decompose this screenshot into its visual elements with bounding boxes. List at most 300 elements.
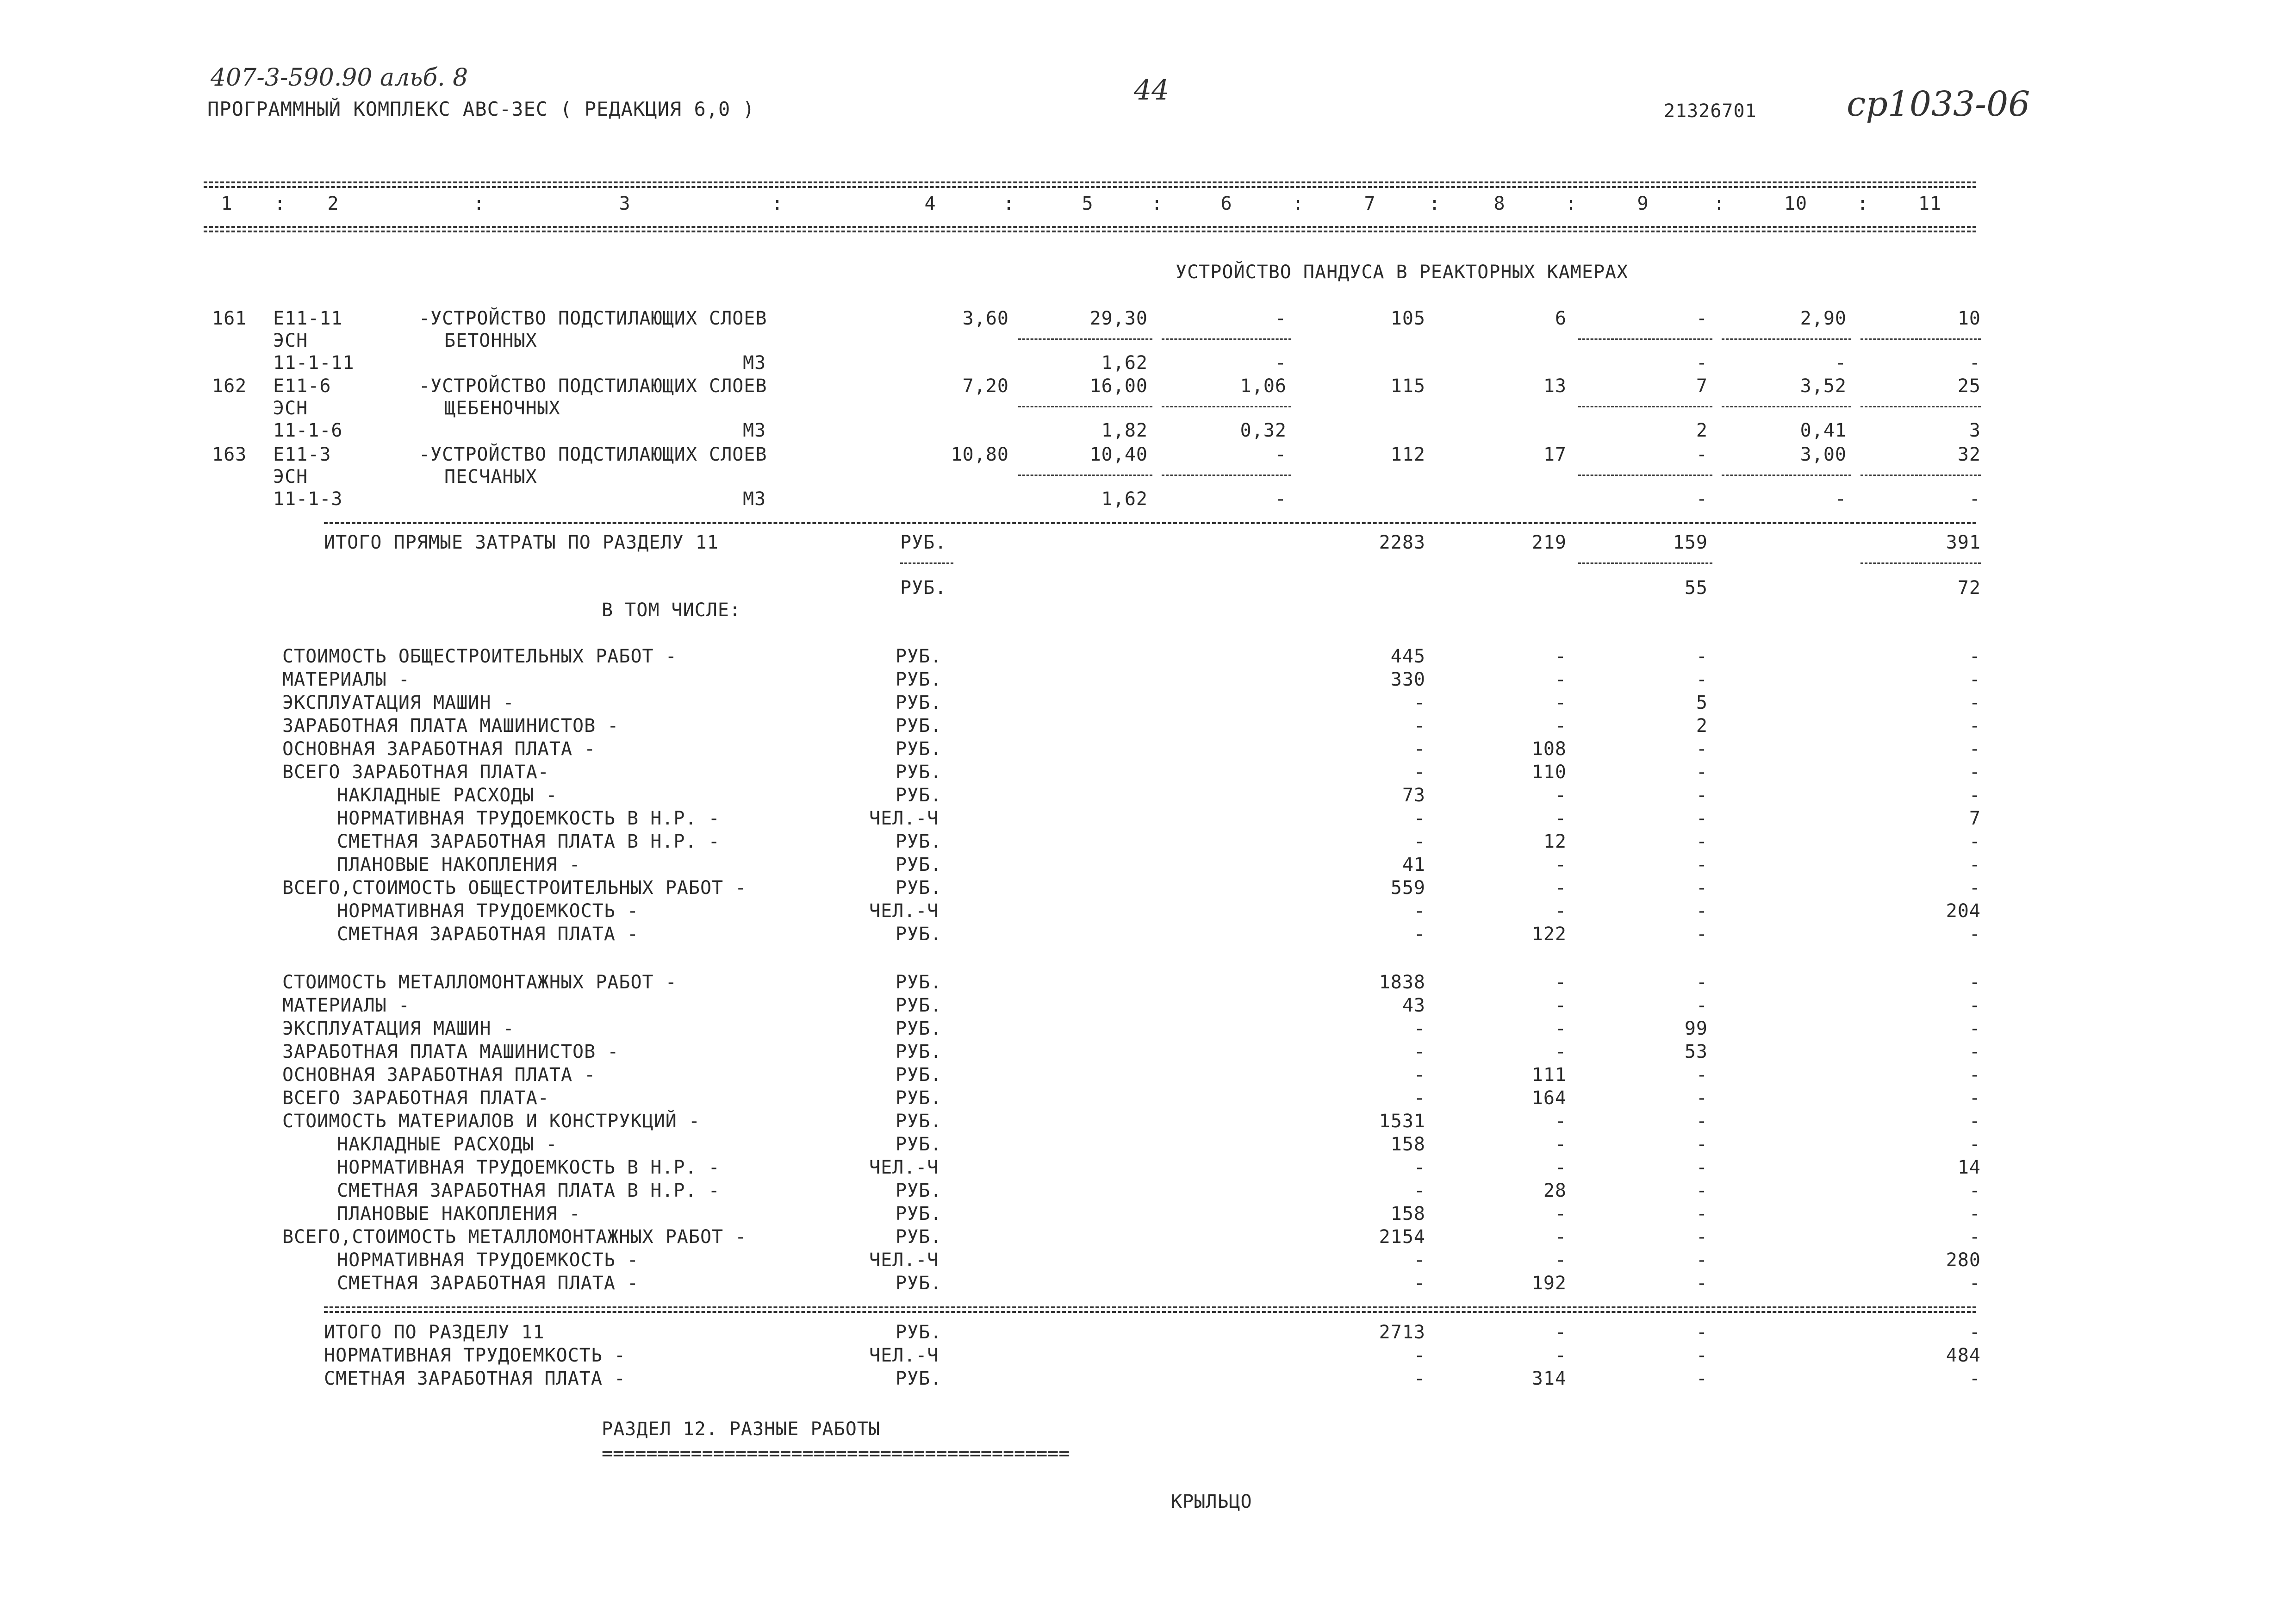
breakdown-labor: - [1969, 854, 1981, 875]
breakdown-unit: РУБ. [896, 972, 942, 993]
breakdown-unit: ЧЕЛ.-Ч [869, 1249, 939, 1271]
item-machine-price-wage: 0,32 [1240, 420, 1287, 441]
item-machine-wage: - [1696, 352, 1708, 374]
breakdown-machine: - [1696, 995, 1708, 1016]
breakdown-label: ОСНОВНАЯ ЗАРАБОТНАЯ ПЛАТА - [282, 738, 596, 760]
breakdown-machine: - [1696, 762, 1708, 783]
item-wage: 6 [1555, 308, 1567, 329]
breakdown-wage: - [1555, 1111, 1567, 1132]
breakdown-machine: - [1696, 1134, 1708, 1155]
column-separator: : [1713, 193, 1725, 214]
breakdown-machine: - [1696, 877, 1708, 899]
breakdown-label: НОРМАТИВНАЯ ТРУДОЕМКОСТЬ - [337, 1249, 639, 1271]
breakdown-labor: - [1969, 1226, 1981, 1248]
breakdown-total: - [1413, 831, 1425, 852]
item-wage: 17 [1543, 444, 1567, 465]
breakdown-machine: - [1696, 1064, 1708, 1086]
breakdown-unit: РУБ. [896, 924, 942, 945]
column-header-8: 8 [1493, 193, 1506, 214]
breakdown-total: - [1413, 1157, 1425, 1178]
item-unit: М3 [743, 352, 766, 374]
breakdown-labor: - [1969, 1273, 1981, 1294]
item-labor-total: 25 [1957, 375, 1981, 397]
section-total-cost: - [1413, 1368, 1425, 1389]
fraction-line [1860, 406, 1981, 407]
direct-total-labor-machine: 72 [1957, 577, 1981, 599]
breakdown-labor: - [1969, 669, 1981, 690]
breakdown-unit: РУБ. [896, 995, 942, 1016]
breakdown-wage: - [1555, 1041, 1567, 1062]
section-total-rule-2 [324, 1311, 1976, 1313]
item-subcode: 11-1-3 [273, 488, 343, 510]
column-header-10: 10 [1784, 193, 1808, 214]
breakdown-total: - [1413, 1273, 1425, 1294]
breakdown-label: НОРМАТИВНАЯ ТРУДОЕМКОСТЬ В Н.Р. - [337, 808, 720, 829]
item-labor-total-machine: 3 [1969, 420, 1981, 441]
breakdown-labor: - [1969, 715, 1981, 737]
breakdown-label: ПЛАНОВЫЕ НАКОПЛЕНИЯ - [337, 854, 581, 875]
breakdown-label: ВСЕГО,СТОИМОСТЬ МЕТАЛЛОМОНТАЖНЫХ РАБОТ - [282, 1226, 747, 1248]
column-separator: : [1429, 193, 1441, 214]
breakdown-unit: ЧЕЛ.-Ч [869, 900, 939, 922]
breakdown-labor: - [1969, 646, 1981, 667]
fraction-line [1722, 338, 1851, 340]
item-code: Е11-11 [273, 308, 343, 329]
breakdown-wage: - [1555, 1203, 1567, 1224]
item-labor-unit-machine: 0,41 [1800, 420, 1847, 441]
breakdown-labor: - [1969, 1134, 1981, 1155]
breakdown-label: СТОИМОСТЬ МЕТАЛЛОМОНТАЖНЫХ РАБОТ - [282, 972, 677, 993]
breakdown-label: ВСЕГО ЗАРАБОТНАЯ ПЛАТА- [282, 1087, 549, 1109]
breakdown-label: ЗАРАБОТНАЯ ПЛАТА МАШИНИСТОВ - [282, 1041, 619, 1062]
column-separator: : [1003, 193, 1015, 214]
section-total-machine: - [1696, 1322, 1708, 1343]
breakdown-label: СТОИМОСТЬ ОБЩЕСТРОИТЕЛЬНЫХ РАБОТ - [282, 646, 677, 667]
item-name-cont: ЩЕБЕНОЧНЫХ [444, 398, 560, 419]
breakdown-label: ВСЕГО,СТОИМОСТЬ ОБЩЕСТРОИТЕЛЬНЫХ РАБОТ - [282, 877, 747, 899]
next-section-underline: ========================================== [602, 1443, 1070, 1464]
items-bottom-rule [324, 522, 1976, 524]
item-quantity: 7,20 [962, 375, 1009, 397]
item-wage: 13 [1543, 375, 1567, 397]
section-total-label: НОРМАТИВНАЯ ТРУДОЕМКОСТЬ - [324, 1345, 626, 1366]
item-unit: М3 [743, 488, 766, 510]
fraction-line [1018, 475, 1152, 476]
breakdown-label: ЭКСПЛУАТАЦИЯ МАШИН - [282, 1018, 515, 1039]
breakdown-wage: - [1555, 1226, 1567, 1248]
breakdown-label: НОРМАТИВНАЯ ТРУДОЕМКОСТЬ В Н.Р. - [337, 1157, 720, 1178]
fraction-line [1162, 338, 1291, 340]
item-subcode: 11-1-11 [273, 352, 355, 374]
breakdown-label: НАКЛАДНЫЕ РАСХОДЫ - [337, 1134, 558, 1155]
breakdown-total: - [1413, 1064, 1425, 1086]
item-machine-cost: - [1696, 444, 1708, 465]
item-name: -УСТРОЙСТВО ПОДСТИЛАЮЩИХ СЛОЕВ [419, 444, 767, 465]
including-label: В ТОМ ЧИСЛЕ: [602, 600, 741, 621]
section-total-cost: - [1413, 1345, 1425, 1366]
breakdown-label: ВСЕГО ЗАРАБОТНАЯ ПЛАТА- [282, 762, 549, 783]
breakdown-labor: - [1969, 924, 1981, 945]
breakdown-machine: 99 [1684, 1018, 1708, 1039]
breakdown-machine: - [1696, 785, 1708, 806]
breakdown-labor: - [1969, 972, 1981, 993]
breakdown-labor: - [1969, 1203, 1981, 1224]
fraction-line [1162, 406, 1291, 407]
breakdown-total: 158 [1390, 1134, 1425, 1155]
section-total-unit: ЧЕЛ.-Ч [869, 1345, 939, 1366]
breakdown-wage: - [1555, 877, 1567, 899]
breakdown-labor: - [1969, 1111, 1981, 1132]
item-labor-total: 32 [1957, 444, 1981, 465]
breakdown-total: 73 [1402, 785, 1425, 806]
item-labor-total-machine: - [1969, 488, 1981, 510]
item-name-cont: БЕТОННЫХ [444, 330, 537, 351]
breakdown-unit: РУБ. [896, 692, 942, 713]
breakdown-wage: - [1555, 692, 1567, 713]
direct-total-labor: 391 [1946, 532, 1981, 553]
item-labor-unit: 3,00 [1800, 444, 1847, 465]
item-total-cost: 115 [1390, 375, 1425, 397]
breakdown-labor: 7 [1969, 808, 1981, 829]
breakdown-total: - [1413, 715, 1425, 737]
handwritten-stamp: ср1033-06 [1847, 84, 2030, 124]
fraction-line [1722, 475, 1851, 476]
breakdown-unit: РУБ. [896, 1273, 942, 1294]
item-machine-wage: 2 [1696, 420, 1708, 441]
column-separator: : [1857, 193, 1869, 214]
breakdown-unit: РУБ. [896, 646, 942, 667]
breakdown-unit: РУБ. [896, 1018, 942, 1039]
breakdown-machine: - [1696, 1273, 1708, 1294]
breakdown-total: 2154 [1379, 1226, 1425, 1248]
breakdown-label: СМЕТНАЯ ЗАРАБОТНАЯ ПЛАТА - [337, 924, 639, 945]
item-labor-unit: 2,90 [1800, 308, 1847, 329]
breakdown-labor: - [1969, 762, 1981, 783]
breakdown-total: 1531 [1379, 1111, 1425, 1132]
fraction-line [1018, 406, 1152, 407]
breakdown-total: - [1413, 808, 1425, 829]
item-norm-base: ЭСН [273, 330, 308, 351]
breakdown-wage: 192 [1531, 1273, 1567, 1294]
fraction-line [1860, 562, 1981, 564]
breakdown-label: МАТЕРИАЛЫ - [282, 669, 410, 690]
breakdown-label: НАКЛАДНЫЕ РАСХОДЫ - [337, 785, 558, 806]
item-labor-unit-machine: - [1835, 488, 1847, 510]
item-labor-unit-machine: - [1835, 352, 1847, 374]
item-machine-wage: - [1696, 488, 1708, 510]
fraction-line [1578, 338, 1712, 340]
item-unit-price: 16,00 [1089, 375, 1148, 397]
item-machine-price-wage: - [1275, 488, 1287, 510]
page-number: 44 [1134, 74, 1170, 106]
section-total-cost: 2713 [1379, 1322, 1425, 1343]
item-unit: М3 [743, 420, 766, 441]
breakdown-wage: - [1555, 669, 1567, 690]
breakdown-machine: - [1696, 854, 1708, 875]
breakdown-total: 41 [1402, 854, 1425, 875]
breakdown-label: ПЛАНОВЫЕ НАКОПЛЕНИЯ - [337, 1203, 581, 1224]
next-section-title: РАЗДЕЛ 12. РАЗНЫЕ РАБОТЫ [602, 1418, 880, 1440]
item-labor-unit: 3,52 [1800, 375, 1847, 397]
breakdown-total: - [1413, 1249, 1425, 1271]
item-norm-base: ЭСН [273, 466, 308, 487]
breakdown-labor: - [1969, 995, 1981, 1016]
breakdown-machine: - [1696, 1111, 1708, 1132]
item-number: 163 [212, 444, 247, 465]
column-header-4: 4 [924, 193, 936, 214]
breakdown-wage: 110 [1531, 762, 1567, 783]
breakdown-label: ЭКСПЛУАТАЦИЯ МАШИН - [282, 692, 515, 713]
fraction-line [900, 562, 953, 564]
breakdown-unit: РУБ. [896, 762, 942, 783]
breakdown-total: - [1413, 1087, 1425, 1109]
breakdown-labor: - [1969, 1041, 1981, 1062]
breakdown-unit: РУБ. [896, 738, 942, 760]
direct-total-unit: РУБ. [900, 532, 947, 553]
item-total-cost: 105 [1390, 308, 1425, 329]
breakdown-wage: - [1555, 900, 1567, 922]
breakdown-machine: 5 [1696, 692, 1708, 713]
breakdown-machine: - [1696, 1203, 1708, 1224]
breakdown-labor: 280 [1946, 1249, 1981, 1271]
fraction-line [1578, 475, 1712, 476]
breakdown-total: - [1413, 924, 1425, 945]
breakdown-wage: - [1555, 1249, 1567, 1271]
breakdown-labor: 204 [1946, 900, 1981, 922]
column-separator: : [1565, 193, 1577, 214]
header-rule-top-2 [204, 186, 1976, 188]
breakdown-wage: - [1555, 808, 1567, 829]
header-rule-bottom-1 [204, 226, 1976, 228]
breakdown-unit: РУБ. [896, 669, 942, 690]
breakdown-machine: - [1696, 669, 1708, 690]
item-subcode: 11-1-6 [273, 420, 343, 441]
item-code: Е11-3 [273, 444, 331, 465]
breakdown-wage: - [1555, 972, 1567, 993]
direct-total-machine-wage: 55 [1684, 577, 1708, 599]
fraction-line [1018, 338, 1152, 340]
breakdown-wage: 28 [1543, 1180, 1567, 1201]
breakdown-total: - [1413, 1018, 1425, 1039]
breakdown-machine: - [1696, 1180, 1708, 1201]
fraction-line [1578, 406, 1712, 407]
breakdown-wage: - [1555, 995, 1567, 1016]
item-unit-price: 29,30 [1089, 308, 1148, 329]
breakdown-total: 158 [1390, 1203, 1425, 1224]
section-total-wage: - [1555, 1345, 1567, 1366]
breakdown-unit: РУБ. [896, 1226, 942, 1248]
section-total-wage: - [1555, 1322, 1567, 1343]
next-section-subtitle: КРЫЛЬЦО [1171, 1491, 1252, 1512]
fraction-line [1722, 406, 1851, 407]
section-total-labor: - [1969, 1322, 1981, 1343]
column-separator: : [1151, 193, 1163, 214]
breakdown-total: - [1413, 762, 1425, 783]
breakdown-wage: - [1555, 715, 1567, 737]
breakdown-unit: РУБ. [896, 785, 942, 806]
fraction-line [1860, 338, 1981, 340]
breakdown-wage: - [1555, 854, 1567, 875]
item-total-cost: 112 [1390, 444, 1425, 465]
item-name-cont: ПЕСЧАНЫХ [444, 466, 537, 487]
breakdown-total: - [1413, 692, 1425, 713]
breakdown-label: МАТЕРИАЛЫ - [282, 995, 410, 1016]
breakdown-wage: - [1555, 1018, 1567, 1039]
breakdown-machine: - [1696, 900, 1708, 922]
breakdown-machine: - [1696, 924, 1708, 945]
breakdown-label: СМЕТНАЯ ЗАРАБОТНАЯ ПЛАТА В Н.Р. - [337, 1180, 720, 1201]
section-total-wage: 314 [1531, 1368, 1567, 1389]
album-number: 407-3-590.90 альб. 8 [211, 64, 468, 92]
direct-total-label: ИТОГО ПРЯМЫЕ ЗАТРАТЫ ПО РАЗДЕЛУ 11 [324, 532, 719, 553]
breakdown-unit: ЧЕЛ.-Ч [869, 1157, 939, 1178]
breakdown-labor: - [1969, 1180, 1981, 1201]
section-total-unit: РУБ. [896, 1368, 942, 1389]
breakdown-machine: - [1696, 808, 1708, 829]
section-total-machine: - [1696, 1345, 1708, 1366]
item-unit-price-wage: 1,82 [1101, 420, 1148, 441]
item-norm-base: ЭСН [273, 398, 308, 419]
item-code: Е11-6 [273, 375, 331, 397]
breakdown-unit: РУБ. [896, 715, 942, 737]
item-number: 161 [212, 308, 247, 329]
breakdown-wage: 108 [1531, 738, 1567, 760]
breakdown-unit: РУБ. [896, 1180, 942, 1201]
breakdown-label: ЗАРАБОТНАЯ ПЛАТА МАШИНИСТОВ - [282, 715, 619, 737]
breakdown-machine: - [1696, 1226, 1708, 1248]
direct-total-wage: 219 [1531, 532, 1567, 553]
breakdown-wage: - [1555, 785, 1567, 806]
breakdown-labor: 14 [1957, 1157, 1981, 1178]
breakdown-total: - [1413, 1180, 1425, 1201]
breakdown-unit: РУБ. [896, 1111, 942, 1132]
breakdown-labor: - [1969, 692, 1981, 713]
section-total-labor: - [1969, 1368, 1981, 1389]
item-machine-price-wage: - [1275, 352, 1287, 374]
breakdown-labor: - [1969, 877, 1981, 899]
breakdown-total: - [1413, 900, 1425, 922]
column-header-1: 1 [221, 193, 233, 214]
fraction-line [1162, 475, 1291, 476]
item-name: -УСТРОЙСТВО ПОДСТИЛАЮЩИХ СЛОЕВ [419, 308, 767, 329]
breakdown-wage: 122 [1531, 924, 1567, 945]
breakdown-label: ОСНОВНАЯ ЗАРАБОТНАЯ ПЛАТА - [282, 1064, 596, 1086]
breakdown-machine: - [1696, 1087, 1708, 1109]
item-machine-price: - [1275, 444, 1287, 465]
breakdown-unit: РУБ. [896, 1041, 942, 1062]
breakdown-unit: РУБ. [896, 877, 942, 899]
direct-total-unit-2: РУБ. [900, 577, 947, 599]
item-machine-cost: - [1696, 308, 1708, 329]
breakdown-unit: РУБ. [896, 1064, 942, 1086]
item-name: -УСТРОЙСТВО ПОДСТИЛАЮЩИХ СЛОЕВ [419, 375, 767, 397]
item-unit-price-wage: 1,62 [1101, 488, 1148, 510]
item-machine-cost: 7 [1696, 375, 1708, 397]
item-number: 162 [212, 375, 247, 397]
breakdown-wage: 111 [1531, 1064, 1567, 1086]
column-header-6: 6 [1220, 193, 1232, 214]
breakdown-total: 1838 [1379, 972, 1425, 993]
breakdown-unit: РУБ. [896, 1134, 942, 1155]
breakdown-labor: - [1969, 1087, 1981, 1109]
column-header-7: 7 [1364, 193, 1376, 214]
breakdown-labor: - [1969, 1064, 1981, 1086]
item-quantity: 10,80 [951, 444, 1009, 465]
breakdown-wage: - [1555, 1157, 1567, 1178]
breakdown-machine: 2 [1696, 715, 1708, 737]
header-rule-bottom-2 [204, 231, 1976, 232]
breakdown-total: - [1413, 1041, 1425, 1062]
section-total-labor: 484 [1946, 1345, 1981, 1366]
breakdown-wage: - [1555, 646, 1567, 667]
item-machine-price: 1,06 [1240, 375, 1287, 397]
breakdown-label: НОРМАТИВНАЯ ТРУДОЕМКОСТЬ - [337, 900, 639, 922]
item-unit-price: 10,40 [1089, 444, 1148, 465]
item-quantity: 3,60 [962, 308, 1009, 329]
item-labor-total-machine: - [1969, 352, 1981, 374]
breakdown-total: 43 [1402, 995, 1425, 1016]
section-total-machine: - [1696, 1368, 1708, 1389]
column-header-2: 2 [327, 193, 339, 214]
fraction-line [1578, 562, 1712, 564]
section-total-unit: РУБ. [896, 1322, 942, 1343]
item-machine-price: - [1275, 308, 1287, 329]
breakdown-machine: - [1696, 972, 1708, 993]
section-total-label: ИТОГО ПО РАЗДЕЛУ 11 [324, 1322, 545, 1343]
breakdown-label: СТОИМОСТЬ МАТЕРИАЛОВ И КОНСТРУКЦИЙ - [282, 1111, 700, 1132]
direct-total-cost: 2283 [1379, 532, 1425, 553]
breakdown-labor: - [1969, 1018, 1981, 1039]
section-total-label: СМЕТНАЯ ЗАРАБОТНАЯ ПЛАТА - [324, 1368, 626, 1389]
column-separator: : [274, 193, 286, 214]
document-code: 21326701 [1664, 100, 1757, 122]
item-unit-price-wage: 1,62 [1101, 352, 1148, 374]
breakdown-machine: - [1696, 1249, 1708, 1271]
breakdown-total: - [1413, 738, 1425, 760]
breakdown-machine: 53 [1684, 1041, 1708, 1062]
breakdown-machine: - [1696, 738, 1708, 760]
breakdown-wage: 12 [1543, 831, 1567, 852]
section-total-rule-1 [324, 1306, 1976, 1308]
breakdown-unit: ЧЕЛ.-Ч [869, 808, 939, 829]
column-header-3: 3 [619, 193, 631, 214]
breakdown-total: 330 [1390, 669, 1425, 690]
breakdown-total: 445 [1390, 646, 1425, 667]
header-rule-top-1 [204, 181, 1976, 183]
item-labor-total: 10 [1957, 308, 1981, 329]
breakdown-labor: - [1969, 831, 1981, 852]
breakdown-label: СМЕТНАЯ ЗАРАБОТНАЯ ПЛАТА - [337, 1273, 639, 1294]
breakdown-label: СМЕТНАЯ ЗАРАБОТНАЯ ПЛАТА В Н.Р. - [337, 831, 720, 852]
fraction-line [1860, 475, 1981, 476]
direct-total-machine: 159 [1673, 532, 1708, 553]
breakdown-unit: РУБ. [896, 831, 942, 852]
breakdown-labor: - [1969, 785, 1981, 806]
column-separator: : [772, 193, 784, 214]
breakdown-wage: - [1555, 1134, 1567, 1155]
column-header-5: 5 [1082, 193, 1094, 214]
breakdown-unit: РУБ. [896, 854, 942, 875]
breakdown-machine: - [1696, 1157, 1708, 1178]
column-separator: : [473, 193, 485, 214]
column-header-11: 11 [1918, 193, 1942, 214]
section-title: УСТРОЙСТВО ПАНДУСА В РЕАКТОРНЫХ КАМЕРАХ [1176, 262, 1629, 283]
breakdown-unit: РУБ. [896, 1203, 942, 1224]
breakdown-total: 559 [1390, 877, 1425, 899]
program-title: ПРОГРАММНЫЙ КОМПЛЕКС АВС-3ЕС ( РЕДАКЦИЯ 6,0 ) [207, 98, 755, 120]
breakdown-labor: - [1969, 738, 1981, 760]
breakdown-machine: - [1696, 831, 1708, 852]
